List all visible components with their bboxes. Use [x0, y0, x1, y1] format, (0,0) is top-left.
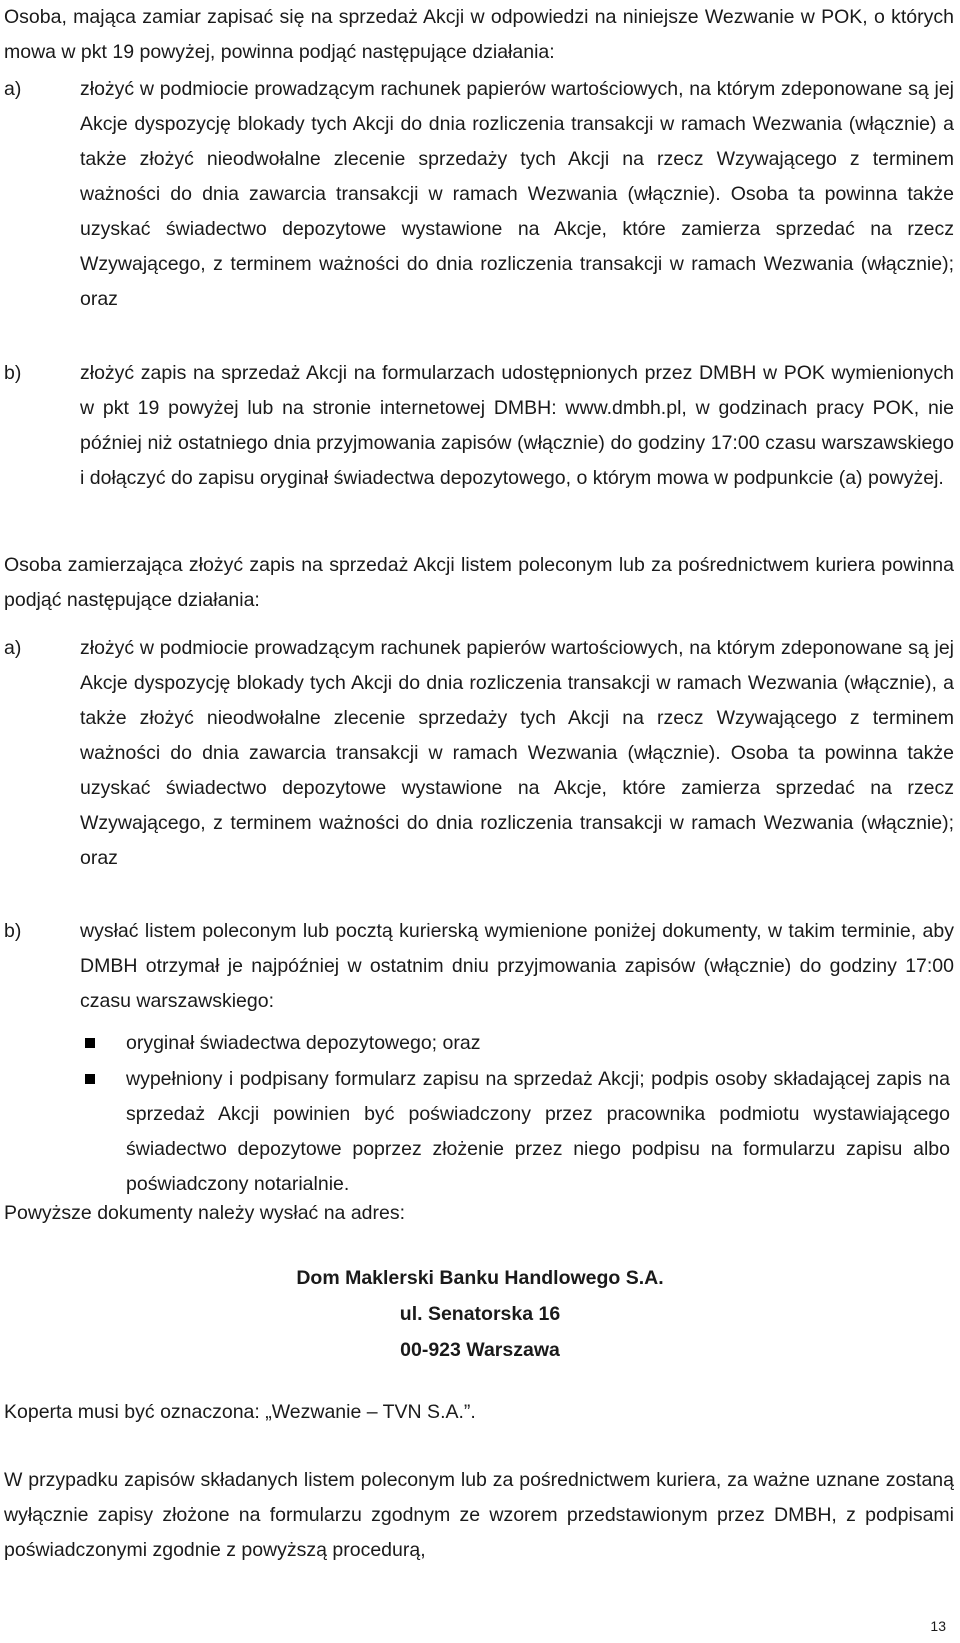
- intro-paragraph: Osoba, mająca zamiar zapisać się na sprzedaż Akcji w odpowiedzi na niniejsze Wezwanie w POK, o których mowa w pkt 19 powyżej, powinna podjąć następujące działania:: [4, 6, 954, 63]
- page-number: 13: [930, 1618, 946, 1634]
- section2-item-a-text: złożyć w podmiocie prowadzącym rachunek papierów wartościowych, na którym zdeponowane są jej Akcje dyspozycję blokady tych Akcji do dnia rozliczenia transakcji w ramach Wezwania (włącznie), a także złożyć nieodwołalne zlecenie sprzedaży tych Akcji na rzecz Wzywającego z terminem ważności do dnia zawarcia transakcji w ramach Wezwania (włącznie). Osoba ta powinna także uzyskać świadectwo depozytowe wystawione na Akcje, które zamierza sprzedać na rzecz Wzywającego, z terminem ważności do dnia rozliczenia transakcji w ramach Wezwania (włącznie); oraz: [80, 637, 954, 869]
- square-bullet-icon: [85, 1074, 95, 1084]
- square-bullet-icon: [85, 1038, 95, 1048]
- section2-item-b-text: wysłać listem poleconym lub pocztą kurierską wymienione poniżej dokumenty, w takim terminie, aby DMBH otrzymał je najpóźniej w ostatnim dniu przyjmowania zapisów (włącznie) do godziny 17:00 czasu warszawskiego:: [80, 920, 954, 1012]
- item-marker: b): [4, 362, 22, 384]
- address-intro: Powyższe dokumenty należy wysłać na adres:: [4, 1202, 406, 1224]
- address-street: ul. Senatorska 16: [399, 1303, 561, 1325]
- item-marker: a): [4, 78, 22, 100]
- item-marker: a): [4, 637, 22, 659]
- address-company: Dom Maklerski Banku Handlowego S.A.: [296, 1267, 664, 1289]
- bullet-text: wypełniony i podpisany formularz zapisu na sprzedaż Akcji; podpis osoby składającej zapis na sprzedaż Akcji powinien być poświadczony przez pracownika podmiotu wystawiającego świadectwo depozytowe poprzez złożenie przez niego podpisu na formularzu zapisu albo poświadczony notarialnie.: [126, 1068, 950, 1195]
- section1-item-a-text: złożyć w podmiocie prowadzącym rachunek papierów wartościowych, na którym zdeponowane są jej Akcje dyspozycję blokady tych Akcji do dnia rozliczenia transakcji w ramach Wezwania (włącznie) a także złożyć nieodwołalne zlecenie sprzedaży tych Akcji na rzecz Wzywającego z terminem ważności do dnia zawarcia transakcji w ramach Wezwania (włącznie). Osoba ta powinna także uzyskać świadectwo depozytowe wystawione na Akcje, które zamierza sprzedać na rzecz Wzywającego, z terminem ważności do dnia rozliczenia transakcji w ramach Wezwania (włącznie); oraz: [80, 78, 954, 310]
- address-city: 00-923 Warszawa: [400, 1339, 560, 1361]
- item-marker: b): [4, 920, 22, 942]
- courier-paragraph: Osoba zamierzająca złożyć zapis na sprzedaż Akcji listem poleconym lub za pośrednictwem kuriera powinna podjąć następujące działania:: [4, 554, 954, 611]
- section1-item-b-text: złożyć zapis na sprzedaż Akcji na formularzach udostępnionych przez DMBH w POK wymienionych w pkt 19 powyżej lub na stronie internetowej DMBH: www.dmbh.pl, w godzinach pracy POK, nie później niż ostatniego dnia przyjmowania zapisów (włącznie) do godziny 17:00 czasu warszawskiego i dołączyć do zapisu oryginał świadectwa depozytowego, o którym mowa w podpunkcie (a) powyżej.: [80, 362, 954, 489]
- final-paragraph: W przypadku zapisów składanych listem poleconym lub za pośrednictwem kuriera, za ważne uznane zostaną wyłącznie zapisy złożone na formularzu zgodnym ze wzorem przedstawionym przez DMBH, z podpisami poświadczonymi zgodnie z powyższą procedurą,: [4, 1469, 954, 1561]
- bullet-text: oryginał świadectwa depozytowego; oraz: [126, 1032, 481, 1054]
- envelope-note: Koperta musi być oznaczona: „Wezwanie – TVN S.A.”.: [4, 1401, 476, 1423]
